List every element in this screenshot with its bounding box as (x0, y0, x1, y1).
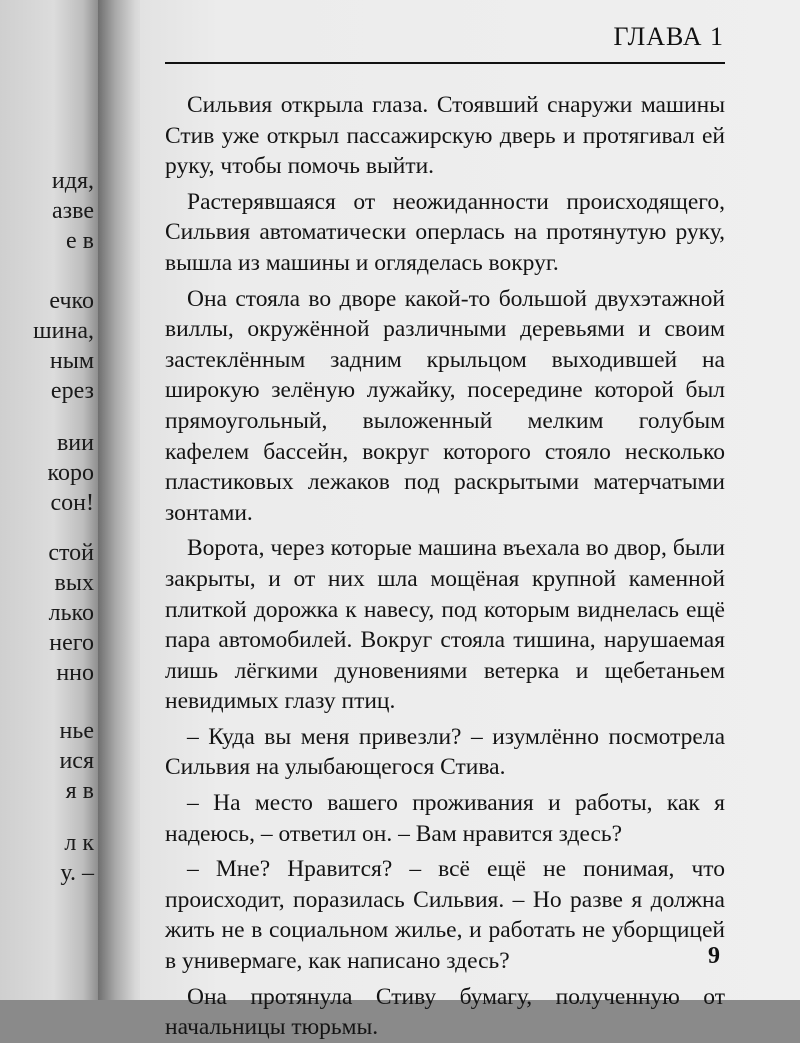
left-line: я в (65, 778, 94, 804)
left-line: стой (48, 540, 94, 566)
left-line: нно (56, 660, 94, 686)
paragraph: Она стояла во дворе какой-то большой двухэтажной виллы, окружённой различными деревьями и своим застеклённым задним крыльцом выходившей на широкую зелёную лужайку, посередине которой был прямоугольный, выложенный мелким голубым кафелем бассейн, вокруг которого стояло несколько пластиковых лежаков под раскрытыми матерчатыми зонтами. (165, 285, 725, 526)
chapter-header: ГЛАВА 1 (613, 22, 724, 51)
left-line: коро (47, 460, 94, 486)
left-line: вых (54, 570, 94, 596)
paragraph: – Куда вы меня привезли? – изумлённо посмотрела Сильвия на улыбающегося Стива. (165, 723, 725, 781)
paragraph: Растерявшаяся от неожиданности происходящего, Сильвия автоматически оперлась на протянутую руку, вышла из машины и огляделась вокруг. (165, 188, 725, 276)
left-line: ерез (50, 378, 94, 404)
paragraph: Сильвия открыла глаза. Стоявший снаружи машины Стив уже открыл пассажирскую дверь и протягивал ей руку, чтобы помочь выйти. (165, 92, 725, 180)
paragraph: – На место вашего проживания и работы, как я надеюсь, – ответил он. – Вам нравится здесь? (165, 790, 725, 847)
left-line: шина, (33, 318, 94, 344)
left-line: ным (49, 348, 94, 374)
left-line: вии (56, 430, 94, 456)
left-page (0, 0, 98, 1000)
left-line: идя, (51, 168, 94, 194)
header-rule (165, 62, 725, 64)
left-line: азве (52, 198, 94, 224)
left-line: у. – (60, 860, 94, 886)
left-line: л к (64, 830, 94, 856)
left-line: е в (66, 228, 94, 254)
left-line: лько (48, 600, 94, 626)
paragraph: Ворота, через которые машина въехала во двор, были закрыты, и от них шла мощёная крупной каменной плиткой дорожка к навесу, под которым виднелась ещё пара автомобилей. Вокруг стояла тишина, нарушаемая лишь лёгкими дуновениями ветерка и щебетаньем невидимых глазу птиц. (165, 535, 725, 715)
left-line: ечко (49, 288, 94, 314)
left-line: ися (59, 748, 94, 774)
paragraph: – Мне? Нравится? – всё ещё не понимая, что происходит, поразилась Сильвия. – Но разве я должна жить не в социальном жилье, и работать не уборщицей в универмаге, как написано здесь? (165, 856, 725, 975)
page-number: 9 (708, 943, 720, 969)
left-line: сон! (50, 490, 94, 516)
paragraph: Она протянула Стиву бумагу, полученную от начальницы тюрьмы. (165, 983, 725, 1041)
left-line: него (49, 630, 94, 656)
body-text (165, 90, 725, 1043)
left-line: нье (59, 718, 94, 744)
